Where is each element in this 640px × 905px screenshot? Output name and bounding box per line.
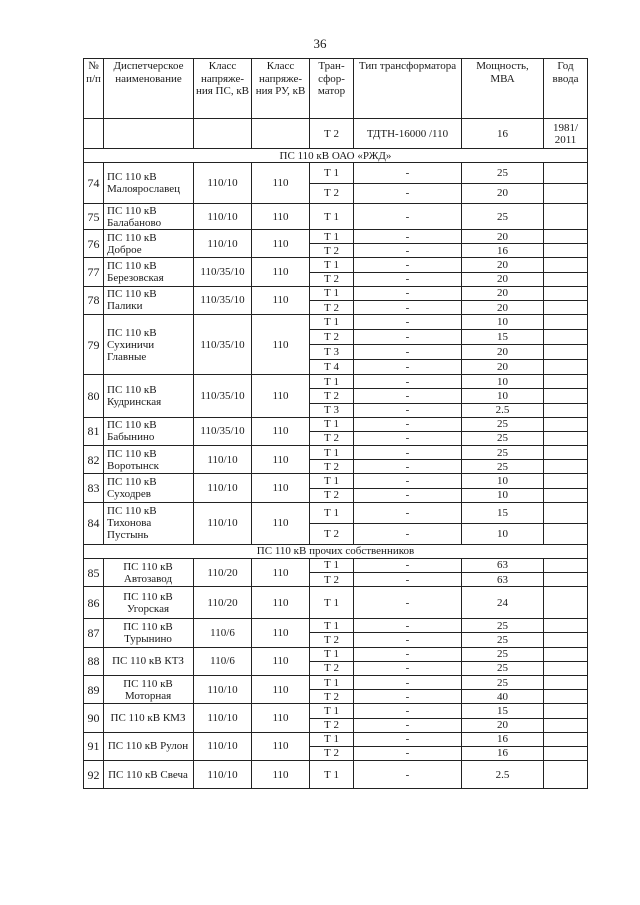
transformer-id: Т 2 — [310, 183, 354, 204]
transformer-id: Т 1 — [310, 558, 354, 572]
transformer-id: Т 1 — [310, 474, 354, 488]
transformer-type: - — [354, 619, 462, 633]
substation-name: ПС 110 кВ Бабынино — [104, 417, 194, 445]
substation-name: ПС 110 кВ Автозавод — [104, 558, 194, 586]
transformer-power: 10 — [462, 488, 544, 502]
ru-voltage-class: 110 — [252, 230, 310, 258]
transformer-id: Т 2 — [310, 330, 354, 345]
section-rzd — [84, 149, 588, 163]
transformer-type: - — [354, 502, 462, 523]
row-number: 79 — [84, 315, 104, 375]
commission-year — [544, 675, 588, 689]
transformer-type: - — [354, 732, 462, 746]
substation-name: ПС 110 кВ Доброе — [104, 230, 194, 258]
commission-year — [544, 360, 588, 375]
transformer-id: Т 1 — [310, 587, 354, 619]
ru-voltage-class: 110 — [252, 286, 310, 314]
row-number: 82 — [84, 446, 104, 474]
transformer-power: 10 — [462, 389, 544, 403]
ru-voltage-class: 110 — [252, 647, 310, 675]
transformer-type: - — [354, 704, 462, 718]
transformer-power: 25 — [462, 633, 544, 647]
transformer-id: Т 1 — [310, 446, 354, 460]
transformer-id: Т 2 — [310, 272, 354, 286]
transformer-id: Т 1 — [310, 204, 354, 230]
transformer-type: - — [354, 183, 462, 204]
transformer-type: - — [354, 573, 462, 587]
transformer-id: Т 2 — [310, 718, 354, 732]
transformer-power: 63 — [462, 573, 544, 587]
transformer-type: - — [354, 460, 462, 474]
row-number: 89 — [84, 675, 104, 703]
ps-voltage-class: 110/10 — [194, 732, 252, 760]
header-name: Диспетчерское наименование — [104, 59, 194, 119]
transformer-type: - — [354, 389, 462, 403]
transformer-id: Т 1 — [310, 761, 354, 789]
header-type: Тип трансформатора — [354, 59, 462, 119]
table-row — [84, 446, 588, 460]
transformer-type: - — [354, 230, 462, 244]
row-number: 77 — [84, 258, 104, 286]
ps-voltage-class: 110/10 — [194, 446, 252, 474]
transformer-power: 20 — [462, 258, 544, 272]
commission-year — [544, 718, 588, 732]
substation-name: ПС 110 кВ Малоярославец — [104, 163, 194, 204]
transformer-power: 25 — [462, 675, 544, 689]
transformer-power: 15 — [462, 330, 544, 345]
commission-year — [544, 587, 588, 619]
ps-voltage-class: 110/35/10 — [194, 375, 252, 418]
transformer-type: - — [354, 523, 462, 544]
commission-year — [544, 446, 588, 460]
transformer-id: Т 2 — [310, 389, 354, 403]
transformer-type: - — [354, 431, 462, 445]
transformer-power: 20 — [462, 300, 544, 314]
ps-voltage-class: 110/10 — [194, 675, 252, 703]
row-number: 81 — [84, 417, 104, 445]
ru-voltage-class: 110 — [252, 558, 310, 586]
row-number: 91 — [84, 732, 104, 760]
commission-year — [544, 244, 588, 258]
ps-voltage-class: 110/10 — [194, 474, 252, 502]
transformer-power: 16 — [462, 732, 544, 746]
substation-name: ПС 110 кВ Турынино — [104, 619, 194, 647]
transformer-id: Т 1 — [310, 732, 354, 746]
transformer-power: 20 — [462, 230, 544, 244]
transformer-power: 10 — [462, 315, 544, 330]
commission-year — [544, 230, 588, 244]
transformer-id: Т 2 — [310, 460, 354, 474]
transformer-type: - — [354, 345, 462, 360]
substation-name: ПС 110 кВ Рулон — [104, 732, 194, 760]
commission-year — [544, 523, 588, 544]
transformer-type: - — [354, 633, 462, 647]
substation-name: ПС 110 кВ Сухиничи Главные — [104, 315, 194, 375]
transformer-power: 16 — [462, 746, 544, 760]
transformer-power: 10 — [462, 474, 544, 488]
substation-name: ПС 110 кВ Суходрев — [104, 474, 194, 502]
substation-name: ПС 110 кВ КМЗ — [104, 704, 194, 732]
transformer-power: 20 — [462, 183, 544, 204]
section-other-owners — [84, 544, 588, 558]
ru-voltage-class: 110 — [252, 204, 310, 230]
ru-voltage-class: 110 — [252, 587, 310, 619]
transformer-id: Т 1 — [310, 315, 354, 330]
substation-name: ПС 110 кВ Березовская — [104, 258, 194, 286]
ru-voltage-class: 110 — [252, 619, 310, 647]
commission-year — [544, 661, 588, 675]
ps-voltage-class: 110/10 — [194, 761, 252, 789]
ps-voltage-class: 110/35/10 — [194, 417, 252, 445]
transformer-power: 10 — [462, 523, 544, 544]
table-row — [84, 375, 588, 389]
transformer-power: 40 — [462, 690, 544, 704]
commission-year — [544, 163, 588, 184]
transformer-power: 20 — [462, 272, 544, 286]
table-row — [84, 587, 588, 619]
commission-year — [544, 286, 588, 300]
commission-year — [544, 183, 588, 204]
transformer-type: - — [354, 690, 462, 704]
commission-year — [544, 258, 588, 272]
ru-voltage-class: 110 — [252, 417, 310, 445]
row-number: 92 — [84, 761, 104, 789]
commission-year — [544, 488, 588, 502]
header-num: № п/п — [84, 59, 104, 119]
transformer-type: - — [354, 558, 462, 572]
transformer-type: - — [354, 488, 462, 502]
transformer-id: Т 1 — [310, 619, 354, 633]
table-row — [84, 417, 588, 431]
row-number: 80 — [84, 375, 104, 418]
table-row — [84, 647, 588, 661]
ru-voltage-class: 110 — [252, 502, 310, 544]
transformer-id: Т 1 — [310, 258, 354, 272]
substation-name: ПС 110 кВ КТЗ — [104, 647, 194, 675]
transformer-power: 20 — [462, 360, 544, 375]
ps-voltage-class: 110/10 — [194, 204, 252, 230]
table-row — [84, 163, 588, 184]
transformer-type: - — [354, 330, 462, 345]
transformer-id: Т 2 — [310, 746, 354, 760]
transformer-type: - — [354, 417, 462, 431]
transformer-type: - — [354, 746, 462, 760]
transformer-power: 25 — [462, 163, 544, 184]
commission-year — [544, 431, 588, 445]
transformer-type: - — [354, 761, 462, 789]
table-row — [84, 502, 588, 523]
header-ps-class: Класс напряже-ния ПС, кВ — [194, 59, 252, 119]
commission-year — [544, 732, 588, 746]
transformer-type: - — [354, 244, 462, 258]
transformer-type: - — [354, 375, 462, 389]
transformer-power: 25 — [462, 204, 544, 230]
row-number: 78 — [84, 286, 104, 314]
transformer-power: 25 — [462, 619, 544, 633]
row-number: 84 — [84, 502, 104, 544]
transformer-id: Т 2 — [310, 431, 354, 445]
ru-voltage-class: 110 — [252, 258, 310, 286]
table-row — [84, 732, 588, 746]
transformer-power: 25 — [462, 661, 544, 675]
row-number: 76 — [84, 230, 104, 258]
transformer-power: 24 — [462, 587, 544, 619]
transformer-type: - — [354, 204, 462, 230]
transformer-type: - — [354, 360, 462, 375]
ps-voltage-class: 110/20 — [194, 587, 252, 619]
table-row — [84, 474, 588, 488]
transformer-power: 2.5 — [462, 761, 544, 789]
ru-voltage-class: 110 — [252, 474, 310, 502]
ps-voltage-class: 110/35/10 — [194, 286, 252, 314]
ru-voltage-class: 110 — [252, 704, 310, 732]
transformer-type: - — [354, 300, 462, 314]
transformer-type: - — [354, 647, 462, 661]
row-number: 74 — [84, 163, 104, 204]
commission-year — [544, 403, 588, 417]
continued-year: 1981/ 2011 — [544, 119, 588, 149]
transformer-id: Т 3 — [310, 403, 354, 417]
ru-voltage-class: 110 — [252, 675, 310, 703]
commission-year — [544, 300, 588, 314]
table-row — [84, 675, 588, 689]
header-ru-class: Класс напряже-ния РУ, кВ — [252, 59, 310, 119]
table-row — [84, 619, 588, 633]
transformer-power: 15 — [462, 704, 544, 718]
section-other-owners-label: ПС 110 кВ прочих собственников — [84, 544, 588, 558]
substations-table — [83, 58, 588, 789]
ps-voltage-class: 110/35/10 — [194, 315, 252, 375]
transformer-power: 20 — [462, 345, 544, 360]
header-power: Мощность, МВА — [462, 59, 544, 119]
transformer-id: Т 2 — [310, 661, 354, 675]
transformer-type: - — [354, 315, 462, 330]
ru-voltage-class: 110 — [252, 761, 310, 789]
ps-voltage-class: 110/6 — [194, 647, 252, 675]
transformer-power: 25 — [462, 647, 544, 661]
ps-voltage-class: 110/35/10 — [194, 258, 252, 286]
transformer-type: - — [354, 272, 462, 286]
substation-name: ПС 110 кВ Палики — [104, 286, 194, 314]
ps-voltage-class: 110/6 — [194, 619, 252, 647]
substation-name: ПС 110 кВ Моторная — [104, 675, 194, 703]
transformer-id: Т 4 — [310, 360, 354, 375]
commission-year — [544, 389, 588, 403]
commission-year — [544, 647, 588, 661]
continued-power: 16 — [462, 119, 544, 149]
substation-name: ПС 110 кВ Кудринская — [104, 375, 194, 418]
continued-row — [84, 119, 588, 149]
transformer-type: - — [354, 718, 462, 732]
transformer-type: - — [354, 258, 462, 272]
ru-voltage-class: 110 — [252, 375, 310, 418]
transformer-power: 10 — [462, 375, 544, 389]
transformer-power: 25 — [462, 460, 544, 474]
commission-year — [544, 633, 588, 647]
transformer-id: Т 2 — [310, 244, 354, 258]
substation-name: ПС 110 кВ Воротынск — [104, 446, 194, 474]
commission-year — [544, 272, 588, 286]
transformer-type: - — [354, 675, 462, 689]
commission-year — [544, 330, 588, 345]
row-number: 75 — [84, 204, 104, 230]
commission-year — [544, 417, 588, 431]
ru-voltage-class: 110 — [252, 732, 310, 760]
ru-voltage-class: 110 — [252, 315, 310, 375]
row-number: 85 — [84, 558, 104, 586]
transformer-type: - — [354, 587, 462, 619]
table-row — [84, 204, 588, 230]
transformer-power: 25 — [462, 446, 544, 460]
commission-year — [544, 502, 588, 523]
transformer-type: - — [354, 286, 462, 300]
commission-year — [544, 375, 588, 389]
row-number: 90 — [84, 704, 104, 732]
ru-voltage-class: 110 — [252, 163, 310, 204]
commission-year — [544, 315, 588, 330]
ps-voltage-class: 110/10 — [194, 230, 252, 258]
transformer-type: - — [354, 163, 462, 184]
transformer-power: 2.5 — [462, 403, 544, 417]
commission-year — [544, 474, 588, 488]
commission-year — [544, 690, 588, 704]
transformer-id: Т 1 — [310, 704, 354, 718]
table-row — [84, 761, 588, 789]
transformer-id: Т 1 — [310, 230, 354, 244]
transformer-id: Т 1 — [310, 417, 354, 431]
transformer-id: Т 2 — [310, 488, 354, 502]
header-transformer: Тран-сфор-матор — [310, 59, 354, 119]
transformer-id: Т 1 — [310, 286, 354, 300]
transformer-type: - — [354, 661, 462, 675]
page-number: 36 — [313, 36, 327, 51]
transformer-id: Т 2 — [310, 690, 354, 704]
commission-year — [544, 558, 588, 572]
ru-voltage-class: 110 — [252, 446, 310, 474]
row-number: 87 — [84, 619, 104, 647]
commission-year — [544, 761, 588, 789]
commission-year — [544, 619, 588, 633]
substation-name: ПС 110 кВ Тихонова Пустынь — [104, 502, 194, 544]
table-row — [84, 315, 588, 330]
transformer-id: Т 2 — [310, 633, 354, 647]
transformer-id: Т 1 — [310, 647, 354, 661]
row-number: 83 — [84, 474, 104, 502]
transformer-type: - — [354, 446, 462, 460]
transformer-power: 16 — [462, 244, 544, 258]
transformer-power: 25 — [462, 417, 544, 431]
ps-voltage-class: 110/10 — [194, 704, 252, 732]
row-number: 86 — [84, 587, 104, 619]
commission-year — [544, 704, 588, 718]
header-year: Год ввода — [544, 59, 588, 119]
row-number: 88 — [84, 647, 104, 675]
transformer-id: Т 1 — [310, 675, 354, 689]
substation-name: ПС 110 кВ Свеча — [104, 761, 194, 789]
ps-voltage-class: 110/10 — [194, 163, 252, 204]
ps-voltage-class: 110/20 — [194, 558, 252, 586]
continued-type: ТДТН-16000 /110 — [354, 119, 462, 149]
transformer-id: Т 1 — [310, 502, 354, 523]
table-row — [84, 230, 588, 244]
transformer-id: Т 2 — [310, 573, 354, 587]
transformer-id: Т 2 — [310, 523, 354, 544]
continued-transformer: Т 2 — [310, 119, 354, 149]
transformer-power: 20 — [462, 286, 544, 300]
table-row — [84, 558, 588, 572]
transformer-power: 20 — [462, 718, 544, 732]
commission-year — [544, 573, 588, 587]
transformer-id: Т 3 — [310, 345, 354, 360]
transformer-power: 25 — [462, 431, 544, 445]
transformer-type: - — [354, 403, 462, 417]
commission-year — [544, 460, 588, 474]
substation-name: ПС 110 кВ Угорская — [104, 587, 194, 619]
commission-year — [544, 345, 588, 360]
transformer-id: Т 2 — [310, 300, 354, 314]
commission-year — [544, 746, 588, 760]
transformer-power: 15 — [462, 502, 544, 523]
table-row — [84, 286, 588, 300]
substation-name: ПС 110 кВ Балабаново — [104, 204, 194, 230]
transformer-id: Т 1 — [310, 375, 354, 389]
transformer-power: 63 — [462, 558, 544, 572]
ps-voltage-class: 110/10 — [194, 502, 252, 544]
transformer-id: Т 1 — [310, 163, 354, 184]
header-row — [84, 59, 588, 119]
commission-year — [544, 204, 588, 230]
table-row — [84, 258, 588, 272]
transformer-type: - — [354, 474, 462, 488]
table-row — [84, 704, 588, 718]
section-rzd-label: ПС 110 кВ ОАО «РЖД» — [84, 149, 588, 163]
